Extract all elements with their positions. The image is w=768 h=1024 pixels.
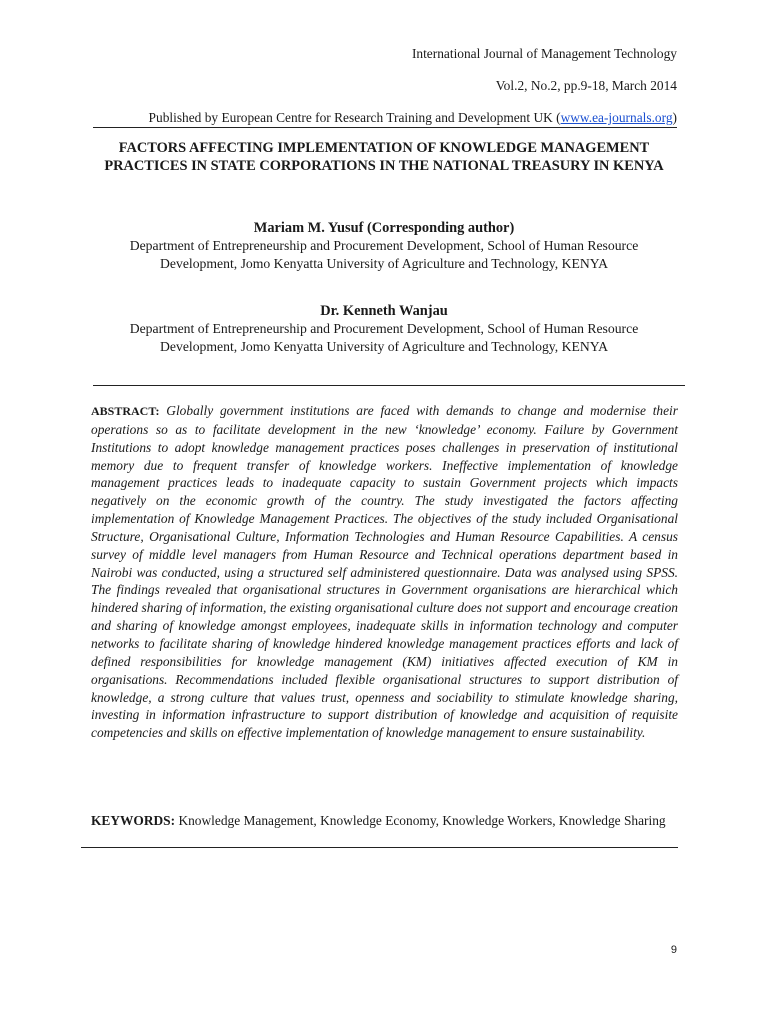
keywords-label: KEYWORDS: [91,813,176,828]
paper-title: FACTORS AFFECTING IMPLEMENTATION OF KNOWLEDGE MANAGEMENT PRACTICES IN STATE CORPORATIONS IN THE NATIONAL TREASURY IN KENYA [104,140,664,174]
section-divider [93,385,685,386]
author-name-1: Mariam M. Yusuf (Corresponding author) [253,220,515,236]
publisher-text: Published by European Centre for Research Training and Development UK ( [148,110,561,125]
author-affiliation-1: Department of Entrepreneurship and Procurement Development, School of Human Resource Development, Jomo Kenyatta University of Agriculture and Technology, KENYA [129,238,639,271]
publisher-link[interactable]: www.ea-journals.org [560,110,673,125]
abstract-label: ABSTRACT: [91,404,160,418]
abstract-text: Globally government institutions are faced with demands to change and modernise their operations so as to facilitate development in the new ‘knowledge’ economy. Failure by Government Institutions to adopt knowledge management practices poses challenges in preservation of institutional memory due to frequent transfer of knowledge workers. Ineffective implementation of knowledge management practices leads to inadequate capacity to sustain Government projects which impacts negatively on the economic growth of the country. The study investigated the factors affecting implementation of Knowledge Management Practices. The objectives of the study included Organisational Structure, Organisational Culture, Information Technologies and Human Resource Capabilities. A census survey of middle level managers from Human Resource and Technical operations department based in Nairobi was conducted, using a structured self administered questionnaire. Data was analysed using SPSS. The findings revealed that organisational structures in Government organisations are hierarchical which hindered sharing of information, the existing organisational culture does not support and encourage creation and sharing of knowledge amongst employees, inadequate skills in information technology and computer networks to facilitate sharing of knowledge hindered knowledge management practices efforts and lack of defined responsibilities for knowledge management (KM) initiatives affected execution of KM in organisations. Recommendations included flexible organisational structures to support distribution of knowledge, a strong culture that values trust, openness and sociability to stimulate knowledge sharing, investing in information infrastructure to support distribution of knowledge and acquisition of requisite competencies and skills on effective implementation of knowledge management to ensure sustainability. [91,403,678,741]
volume-info: Vol.2, No.2, pp.9-18, March 2014 [495,78,677,93]
author-affiliation-2: Department of Entrepreneurship and Procurement Development, School of Human Resource Development, Jomo Kenyatta University of Agriculture and Technology, KENYA [129,321,639,354]
keywords [91,812,678,830]
header-divider [93,127,677,128]
publisher-suffix: ) [672,110,677,125]
journal-name: International Journal of Management Technology [411,46,677,61]
keywords-text: Knowledge Management, Knowledge Economy, Knowledge Workers, Knowledge Sharing [178,813,666,828]
publisher-line [149,110,677,126]
keywords-divider [81,847,678,848]
abstract [91,402,678,742]
author-name-2: Dr. Kenneth Wanjau [320,303,448,319]
page-number: 9 [670,944,677,956]
